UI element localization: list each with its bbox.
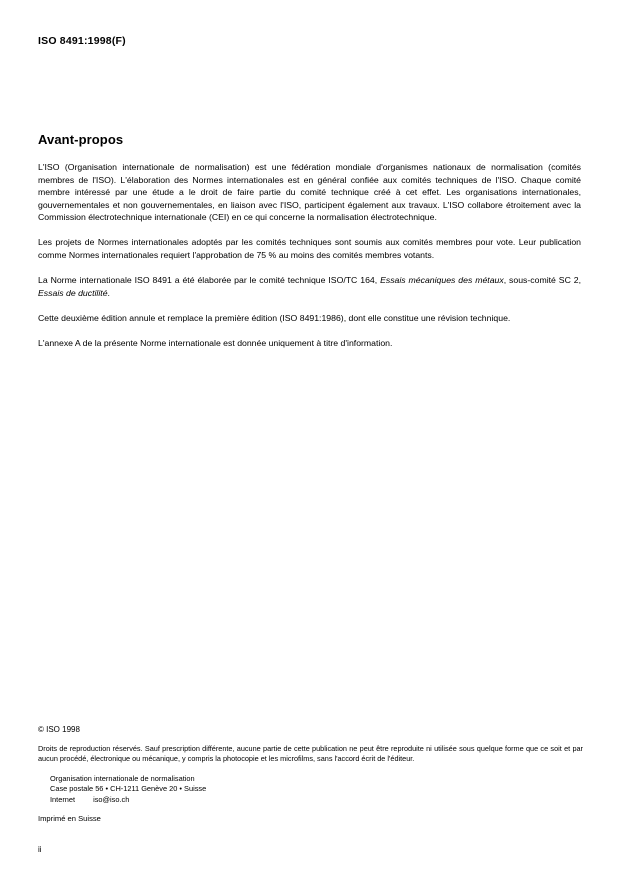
- foreword-paragraph-2: Les projets de Normes internationales adoptés par les comités techniques sont soumis aux comités membres pour vote. Leur publication comme Normes internationales requiert l'approbation de 75 % au moins des comités membres votants.: [38, 237, 581, 261]
- rights-statement: Droits de reproduction réservés. Sauf prescription différente, aucune partie de cette publication ne peut être reproduite ni utilisée sous quelque forme que ce soit et par aucun procédé, électronique ou mécanique, y compris la photocopie et les microfilms, sans l'accord écrit de l'éditeur.: [38, 744, 583, 764]
- internet-value: iso@iso.ch: [93, 795, 130, 804]
- publisher-internet-line: [50, 795, 583, 806]
- foreword-p3-part2: , sous-comité SC 2,: [503, 275, 581, 286]
- page-title: Avant-propos: [38, 132, 124, 147]
- foreword-paragraph-1: L'ISO (Organisation internationale de normalisation) est une fédération mondiale d'organismes nationaux de normalisation (comités membres de l'ISO). L'élaboration des Normes internationales est en général confiée aux comités techniques de l'ISO. Chaque comité membre intéressé par une étude a le droit de faire partie du comité technique créé à cet effet. Les organisations internationales, gouvernementales et non gouvernementales, en liaison avec l'ISO, participent également aux travaux. L'ISO collabore étroitement avec la Commission électrotechnique internationale (CEI) en ce qui concerne la normalisation électrotechnique.: [38, 162, 581, 223]
- page-footer: [38, 725, 583, 823]
- publisher-address-line-2: Case postale 56 • CH-1211 Genève 20 • Suisse: [50, 784, 207, 794]
- foreword-paragraph-3: [38, 274, 581, 299]
- foreword-p3-part1: La Norme internationale ISO 8491 a été élaborée par le comité technique ISO/TC 164,: [38, 275, 381, 286]
- page-number: ii: [38, 845, 42, 854]
- foreword-p3-italic2: Essais de ductilité: [38, 287, 108, 298]
- foreword-section: [38, 132, 581, 350]
- foreword-paragraph-5: L'annexe A de la présente Norme internationale est donnée uniquement à titre d'information.: [38, 337, 393, 348]
- foreword-p3-italic1: Essais mécaniques des métaux: [380, 275, 504, 286]
- document-header-standard-number: ISO 8491:1998(F): [38, 35, 126, 47]
- printed-in-statement: Imprimé en Suisse: [38, 813, 101, 823]
- publisher-address-line-1: Organisation internationale de normalisation: [50, 773, 195, 783]
- foreword-paragraph-4: Cette deuxième édition annule et remplace la première édition (ISO 8491:1986), dont elle constitue une révision technique.: [38, 312, 511, 323]
- internet-label: Internet: [50, 795, 76, 804]
- copyright-notice: © ISO 1998: [38, 725, 80, 734]
- publisher-address: [50, 774, 583, 806]
- foreword-p3-part3: .: [107, 287, 110, 298]
